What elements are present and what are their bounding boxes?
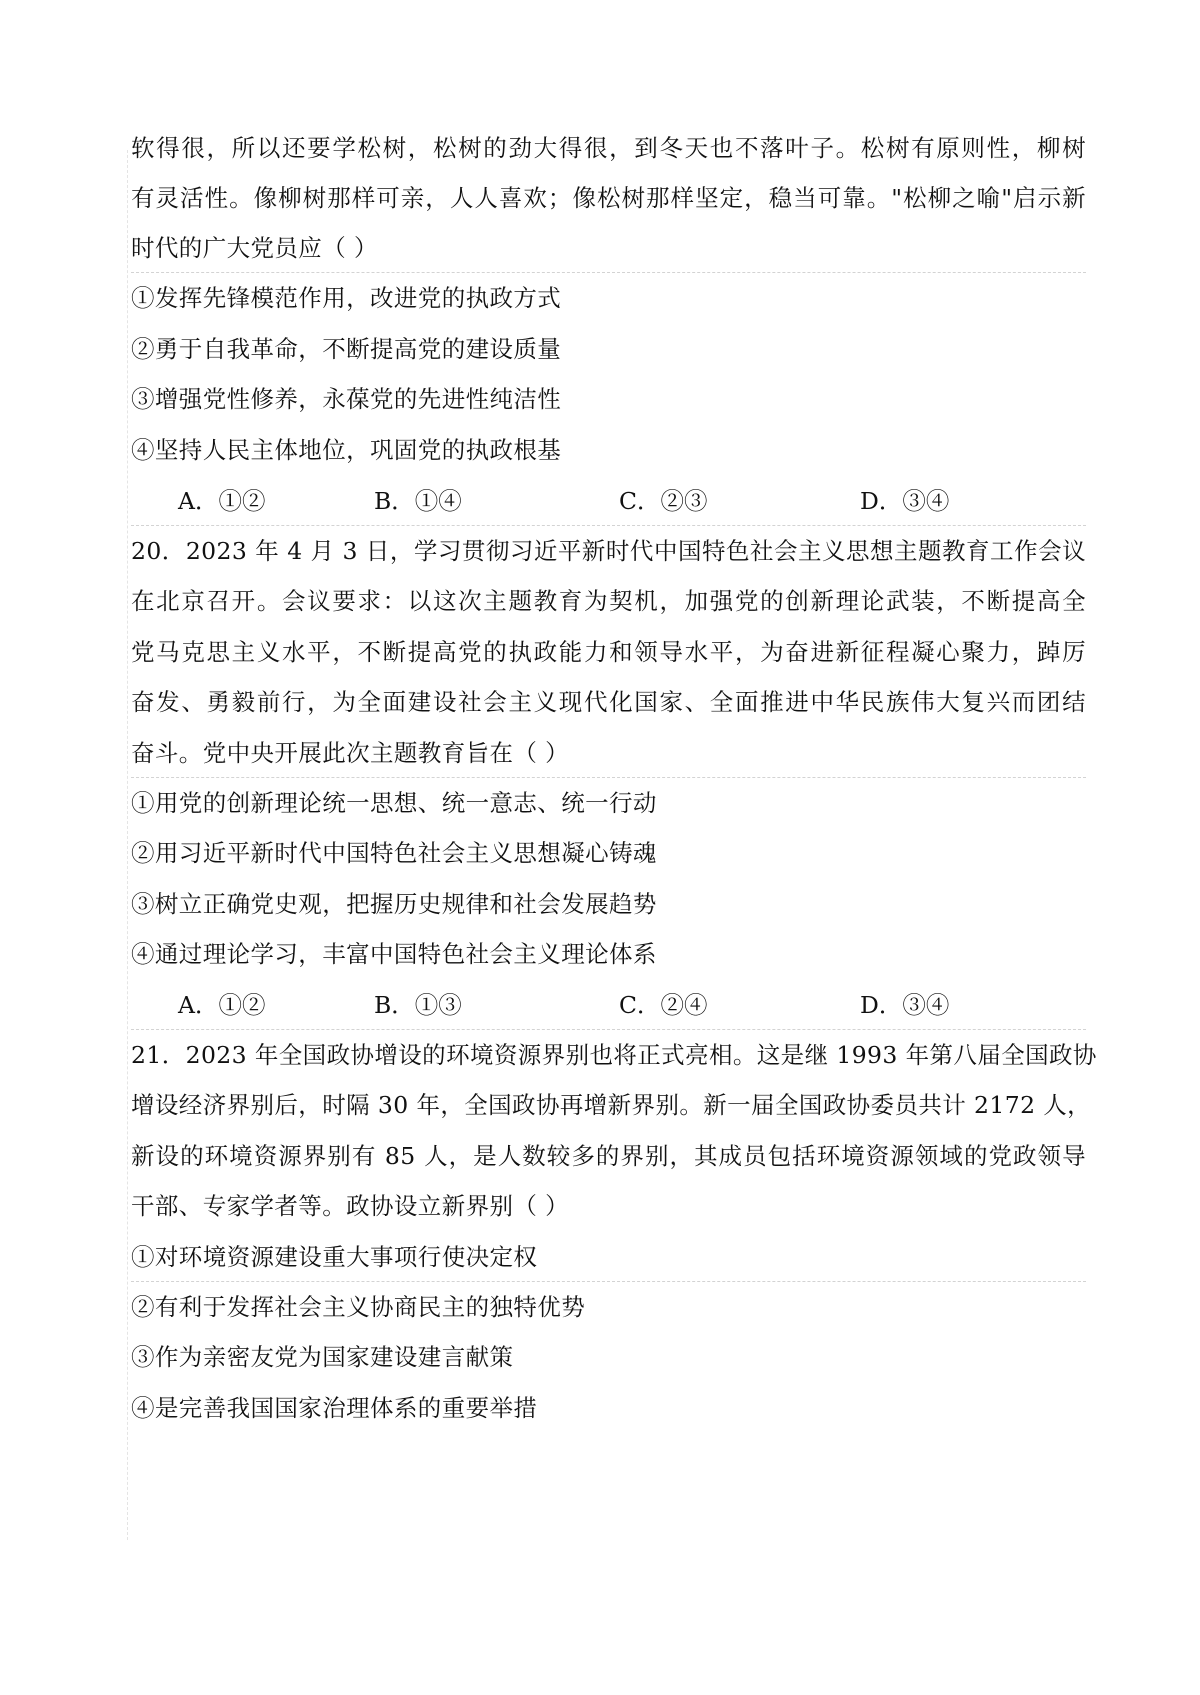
q21-option-4: ④是完善我国国家治理体系的重要举措 [131,1394,538,1422]
q19-stem-line-3: 时代的广大党员应（ ） [131,234,378,262]
q21-option-3: ③作为亲密友党为国家建设建言献策 [131,1343,514,1371]
divider [131,1281,1086,1282]
q20-option-1: ①用党的创新理论统一思想、统一意志、统一行动 [131,789,657,817]
q20-choice-d[interactable]: D．③④ [860,991,950,1019]
q21-stem-line-1: 21．2023 年全国政协增设的环境资源界别也将正式亮相。这是继 1993 年第八届全国政协 [131,1041,1097,1069]
q19-option-4: ④坚持人民主体地位，巩固党的执政根基 [131,436,562,464]
divider [131,777,1086,778]
divider [131,272,1086,273]
q20-answer-choices [131,985,1086,1025]
q19-choice-a[interactable]: A．①② [178,487,266,515]
q21-stem-line-2: 增设经济界别后，时隔 30 年，全国政协再增新界别。新一届全国政协委员共计 2172 人， [131,1091,1092,1119]
q20-stem-line-5: 奋斗。党中央开展此次主题教育旨在（ ） [131,739,570,767]
q19-option-3: ③增强党性修养，永葆党的先进性纯洁性 [131,385,562,413]
divider [131,1029,1086,1030]
q20-choice-b[interactable]: B．①③ [374,991,462,1019]
q20-stem-line-2: 在北京召开。会议要求：以这次主题教育为契机，加强党的创新理论武装，不断提高全 [131,587,1086,615]
q19-choice-b[interactable]: B．①④ [374,487,462,515]
q19-stem-line-1: 软得很，所以还要学松树，松树的劲大得很，到冬天也不落叶子。松树有原则性，柳树 [131,134,1086,162]
q20-option-4: ④通过理论学习，丰富中国特色社会主义理论体系 [131,940,657,968]
q20-option-3: ③树立正确党史观，把握历史规律和社会发展趋势 [131,890,657,918]
q19-option-1: ①发挥先锋模范作用，改进党的执政方式 [131,284,562,312]
q20-choice-a[interactable]: A．①② [178,991,266,1019]
q21-stem-line-3: 新设的环境资源界别有 85 人，是人数较多的界别，其成员包括环境资源领域的党政领导 [131,1142,1086,1170]
q20-stem-line-4: 奋发、勇毅前行，为全面建设社会主义现代化国家、全面推进中华民族伟大复兴而团结 [131,688,1086,716]
q19-answer-choices [131,481,1086,521]
q20-stem-line-1: 20．2023 年 4 月 3 日，学习贯彻习近平新时代中国特色社会主义思想主题教育工作会议 [131,537,1086,565]
q20-choice-c[interactable]: C．②④ [619,991,708,1019]
q20-stem-line-3: 党马克思主义水平，不断提高党的执政能力和领导水平，为奋进新征程凝心聚力，踔厉 [131,638,1086,666]
margin-guide [127,150,128,1540]
divider [131,525,1086,526]
q19-choice-d[interactable]: D．③④ [860,487,950,515]
q21-option-2: ②有利于发挥社会主义协商民主的独特优势 [131,1293,586,1321]
q19-choice-c[interactable]: C．②③ [619,487,708,515]
q20-option-2: ②用习近平新时代中国特色社会主义思想凝心铸魂 [131,839,657,867]
q21-stem-line-4: 干部、专家学者等。政协设立新界别（ ） [131,1192,570,1220]
q19-option-2: ②勇于自我革命，不断提高党的建设质量 [131,335,562,363]
q21-option-1: ①对环境资源建设重大事项行使决定权 [131,1243,538,1271]
q19-stem-line-2: 有灵活性。像柳树那样可亲，人人喜欢；像松树那样坚定，稳当可靠。"松柳之喻"启示新 [131,184,1086,212]
